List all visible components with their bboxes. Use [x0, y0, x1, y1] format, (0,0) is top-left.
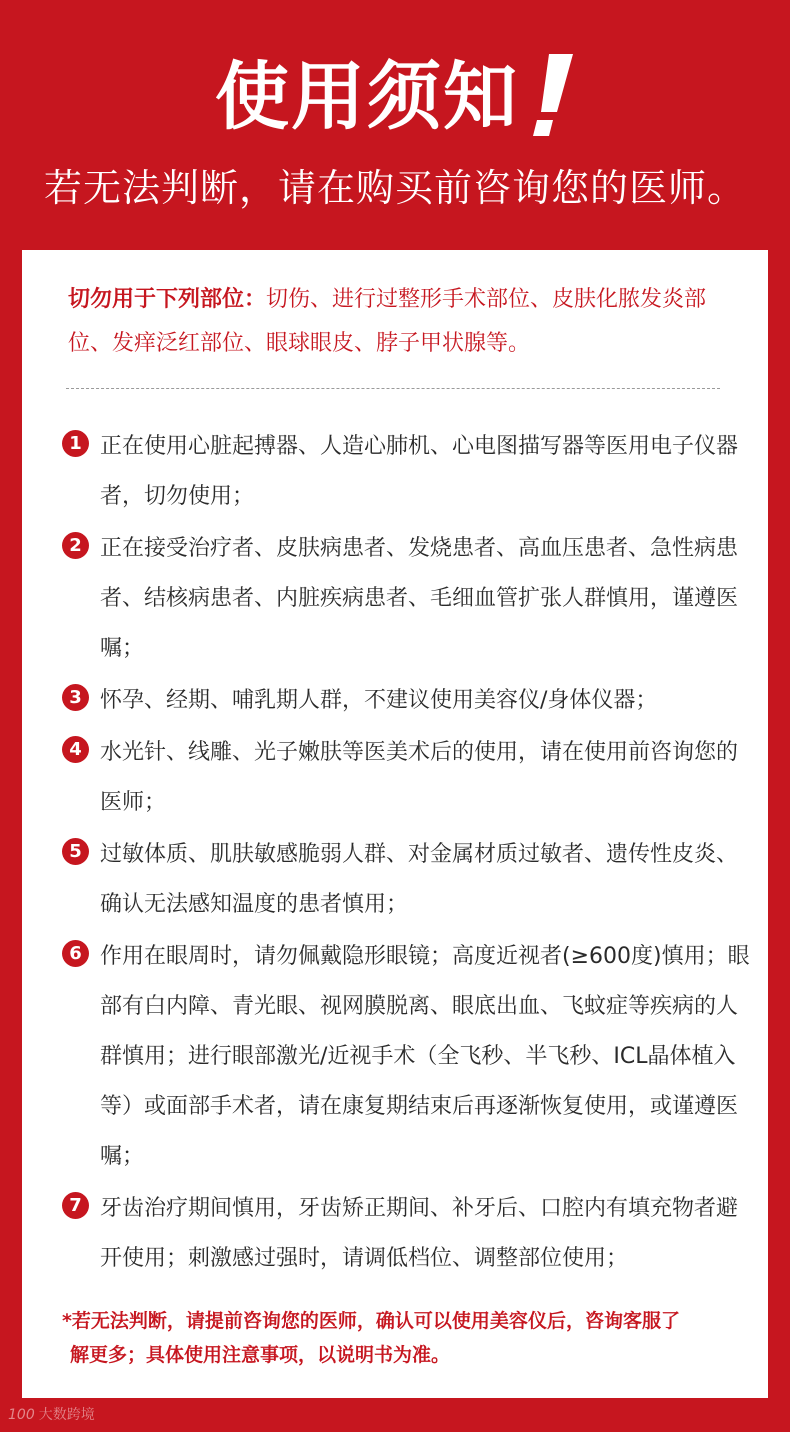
notice-card	[22, 250, 768, 1398]
page-title-text: 使用须知	[215, 54, 519, 140]
notice-list	[22, 422, 768, 1286]
list-item	[22, 728, 768, 828]
page-subtitle: 若无法判断，请在购买前咨询您的医师。	[43, 166, 746, 210]
watermark-text: 大数跨境	[38, 1407, 95, 1423]
list-item-text: 怀孕、经期、哺乳期人群，不建议使用美容仪/身体仪器；	[100, 688, 658, 713]
number-badge: 2	[62, 532, 89, 559]
warning-text: 切伤、进行过整形手术部位、皮肤化脓发炎部位、发痒泛红部位、眼球眼皮、脖子甲状腺等。	[68, 287, 707, 356]
list-item	[22, 676, 768, 726]
list-item	[22, 830, 768, 930]
number-badge: 6	[62, 940, 89, 967]
header-banner	[0, 0, 790, 250]
footnote	[62, 1304, 748, 1372]
list-item-text: 作用在眼周时，请勿佩戴隐形眼镜；高度近视者(≥600度)慎用；眼部有白内障、青光眼、视网膜脱离、眼底出血、飞蚊症等疾病的人群慎用；进行眼部激光/近视手术（全飞秒、半飞秒、ICL晶体植入等）或面部手术者，请在康复期结束后再逐渐恢复使用，或谨遵医嘱；	[100, 944, 750, 1169]
page-title	[0, 52, 790, 142]
exclamation-icon	[527, 52, 575, 140]
list-item-text: 正在使用心脏起搏器、人造心肺机、心电图描写器等医用电子仪器者，切勿使用；	[100, 434, 739, 509]
list-item-text: 水光针、线雕、光子嫩肤等医美术后的使用，请在使用前咨询您的医师；	[100, 740, 739, 815]
list-item	[22, 1184, 768, 1284]
list-item	[22, 932, 768, 1182]
watermark	[8, 1404, 95, 1426]
footnote-line-2: 解更多；具体使用注意事项，以说明书为准。	[70, 1344, 451, 1366]
list-item	[22, 422, 768, 522]
dashed-divider	[66, 388, 720, 389]
list-item	[22, 524, 768, 674]
warning-label: 切勿用于下列部位：	[68, 287, 267, 312]
number-badge: 4	[62, 736, 89, 763]
watermark-logo-icon: 100	[8, 1407, 35, 1423]
list-item-text: 牙齿治疗期间慎用，牙齿矫正期间、补牙后、口腔内有填充物者避开使用；刺激感过强时，请调低档位、调整部位使用；	[100, 1196, 739, 1271]
number-badge: 3	[62, 684, 89, 711]
number-badge: 7	[62, 1192, 89, 1219]
warning-block	[68, 278, 732, 366]
list-item-text: 过敏体质、肌肤敏感脆弱人群、对金属材质过敏者、遗传性皮炎、确认无法感知温度的患者慎用；	[100, 842, 739, 917]
number-badge: 1	[62, 430, 89, 457]
list-item-text: 正在接受治疗者、皮肤病患者、发烧患者、高血压患者、急性病患者、结核病患者、内脏疾病患者、毛细血管扩张人群慎用，谨遵医嘱；	[100, 536, 739, 661]
number-badge: 5	[62, 838, 89, 865]
footnote-line-1: *若无法判断，请提前咨询您的医师，确认可以使用美容仪后，咨询客服了	[62, 1310, 680, 1332]
